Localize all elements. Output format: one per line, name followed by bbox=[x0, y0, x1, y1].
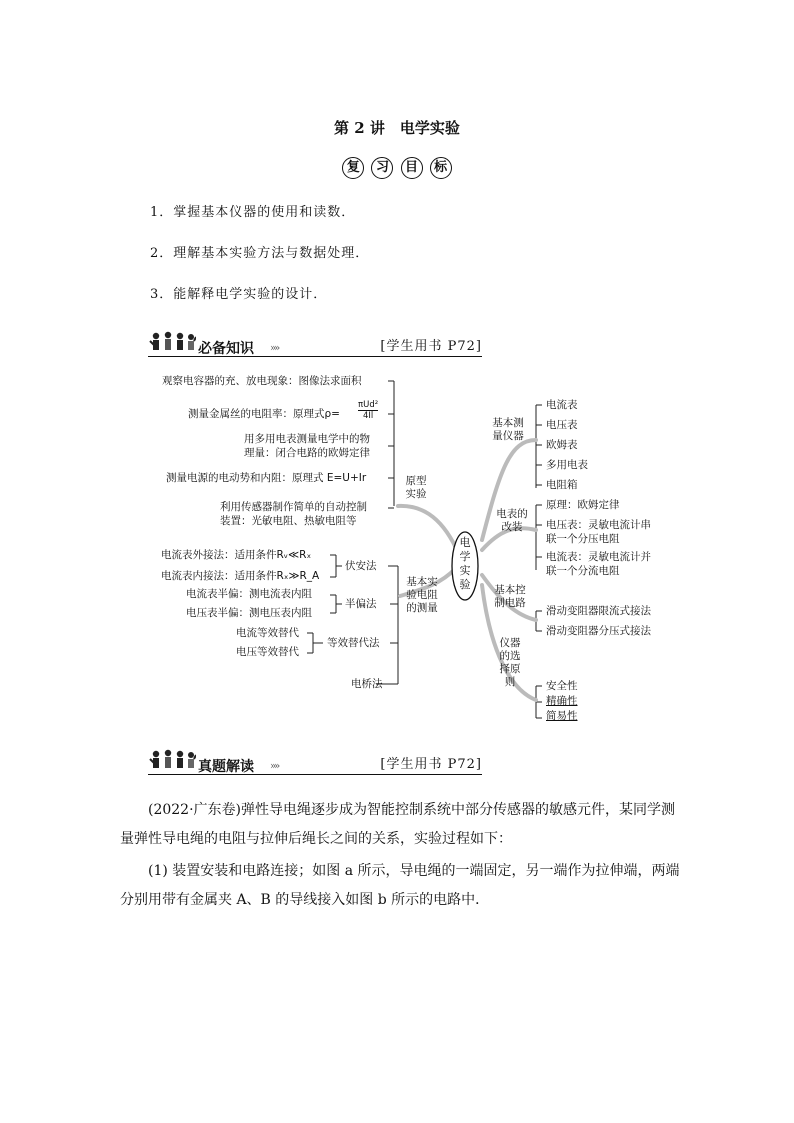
mind-map-center: 电学实验 bbox=[459, 536, 471, 591]
control-item: 滑动变阻器分压式接法 bbox=[546, 625, 651, 637]
objective-item: 3．能解释电学实验的设计． bbox=[150, 287, 328, 302]
instruments-branch-label: 基本测量仪器 bbox=[492, 417, 524, 442]
method-name: 电桥法 bbox=[351, 678, 383, 690]
section-label: 真题解读 bbox=[198, 759, 254, 775]
experiment-item: 观察电容器的充、放电现象：图像法求面积 bbox=[162, 375, 362, 387]
control-branch-label: 基本控制电路 bbox=[494, 584, 526, 609]
experiment-item: 装置：光敏电阻、热敏电阻等 bbox=[220, 515, 357, 527]
goal-char: 标 bbox=[430, 157, 452, 179]
instrument-item: 多用电表 bbox=[546, 459, 588, 471]
goal-char: 复 bbox=[342, 157, 364, 179]
section-ref: [学生用书 P72] bbox=[380, 339, 482, 354]
selection-branch-label: 仪器的选择原则 bbox=[499, 637, 521, 688]
section-ref: [学生用书 P72] bbox=[380, 757, 482, 772]
control-item: 滑动变阻器限流式接法 bbox=[546, 605, 651, 617]
objective-item: 1．掌握基本仪器的使用和读数． bbox=[150, 205, 356, 220]
selection-item: 简易性 bbox=[546, 710, 578, 722]
arrows-icon: »» bbox=[270, 343, 279, 354]
method-item: 电流表外接法：适用条件Rᵥ≪Rₓ bbox=[161, 549, 312, 561]
experiment-item: 用多用电表测量电学中的物 bbox=[244, 433, 370, 445]
resistivity-formula bbox=[358, 400, 378, 421]
question-paragraph: (2022·广东卷)弹性导电绳逐步成为智能控制系统中部分传感器的敏感元件，某同学测量弹性导电绳的电阻与拉伸后绳长之间的关系，实验过程如下： bbox=[120, 802, 676, 847]
method-item: 电流表内接法：适用条件Rₓ≫R_A bbox=[161, 570, 320, 582]
experiment-item: 测量金属丝的电阻率：原理式ρ= bbox=[188, 408, 340, 420]
method-item: 电压等效替代 bbox=[236, 646, 299, 658]
question-paragraph: (1) 装置安装和电路连接；如图 a 所示，导电绳的一端固定，另一端作为拉伸端，两端分别用带有金属夹 A、B 的导线接入如图 b 所示的电路中． bbox=[120, 863, 680, 908]
resistance-branch-label: 基本实验电阻的测量 bbox=[406, 576, 438, 614]
formula-denominator: 4Il bbox=[362, 411, 374, 421]
method-item: 电压表半偏：测电压表内阻 bbox=[186, 607, 312, 619]
section-bar-exam-analysis bbox=[148, 753, 482, 775]
selection-item: 安全性 bbox=[546, 680, 578, 692]
experiments-branch-label: 原型实验 bbox=[405, 475, 427, 500]
arrows-icon: »» bbox=[270, 761, 279, 772]
experiment-item: 理量：闭合电路的欧姆定律 bbox=[244, 447, 370, 459]
instrument-item: 欧姆表 bbox=[546, 439, 578, 451]
objective-item: 2．理解基本实验方法与数据处理． bbox=[150, 246, 370, 261]
page-title: 第 2 讲 电学实验 bbox=[334, 119, 460, 137]
meter-mod-item: 电压表：灵敏电流计串 bbox=[546, 519, 651, 531]
section-label: 必备知识 bbox=[198, 341, 254, 357]
experiment-item: 利用传感器制作简单的自动控制 bbox=[220, 501, 367, 513]
goal-char: 习 bbox=[371, 157, 393, 179]
instrument-item: 电压表 bbox=[546, 419, 578, 431]
students-icon bbox=[148, 749, 196, 773]
selection-item: 精确性 bbox=[546, 695, 578, 707]
meter-mod-item: 原理：欧姆定律 bbox=[546, 499, 620, 511]
method-name: 半偏法 bbox=[345, 598, 377, 610]
meter-mod-item: 电流表：灵敏电流计并 bbox=[546, 551, 651, 563]
meter-mod-item: 联一个分压电阻 bbox=[546, 533, 620, 545]
goal-char: 目 bbox=[401, 157, 423, 179]
instrument-item: 电流表 bbox=[546, 399, 578, 411]
method-name: 伏安法 bbox=[345, 560, 377, 572]
experiment-item: 测量电源的电动势和内阻：原理式 E=U+Ir bbox=[166, 472, 367, 484]
method-name: 等效替代法 bbox=[327, 637, 380, 649]
instrument-item: 电阻箱 bbox=[546, 479, 578, 491]
meter-mod-branch-label: 电表的改装 bbox=[496, 508, 528, 533]
meter-mod-item: 联一个分流电阻 bbox=[546, 565, 620, 577]
method-item: 电流等效替代 bbox=[236, 627, 299, 639]
method-item: 电流表半偏：测电流表内阻 bbox=[186, 588, 312, 600]
formula-numerator: πUd² bbox=[358, 400, 379, 410]
